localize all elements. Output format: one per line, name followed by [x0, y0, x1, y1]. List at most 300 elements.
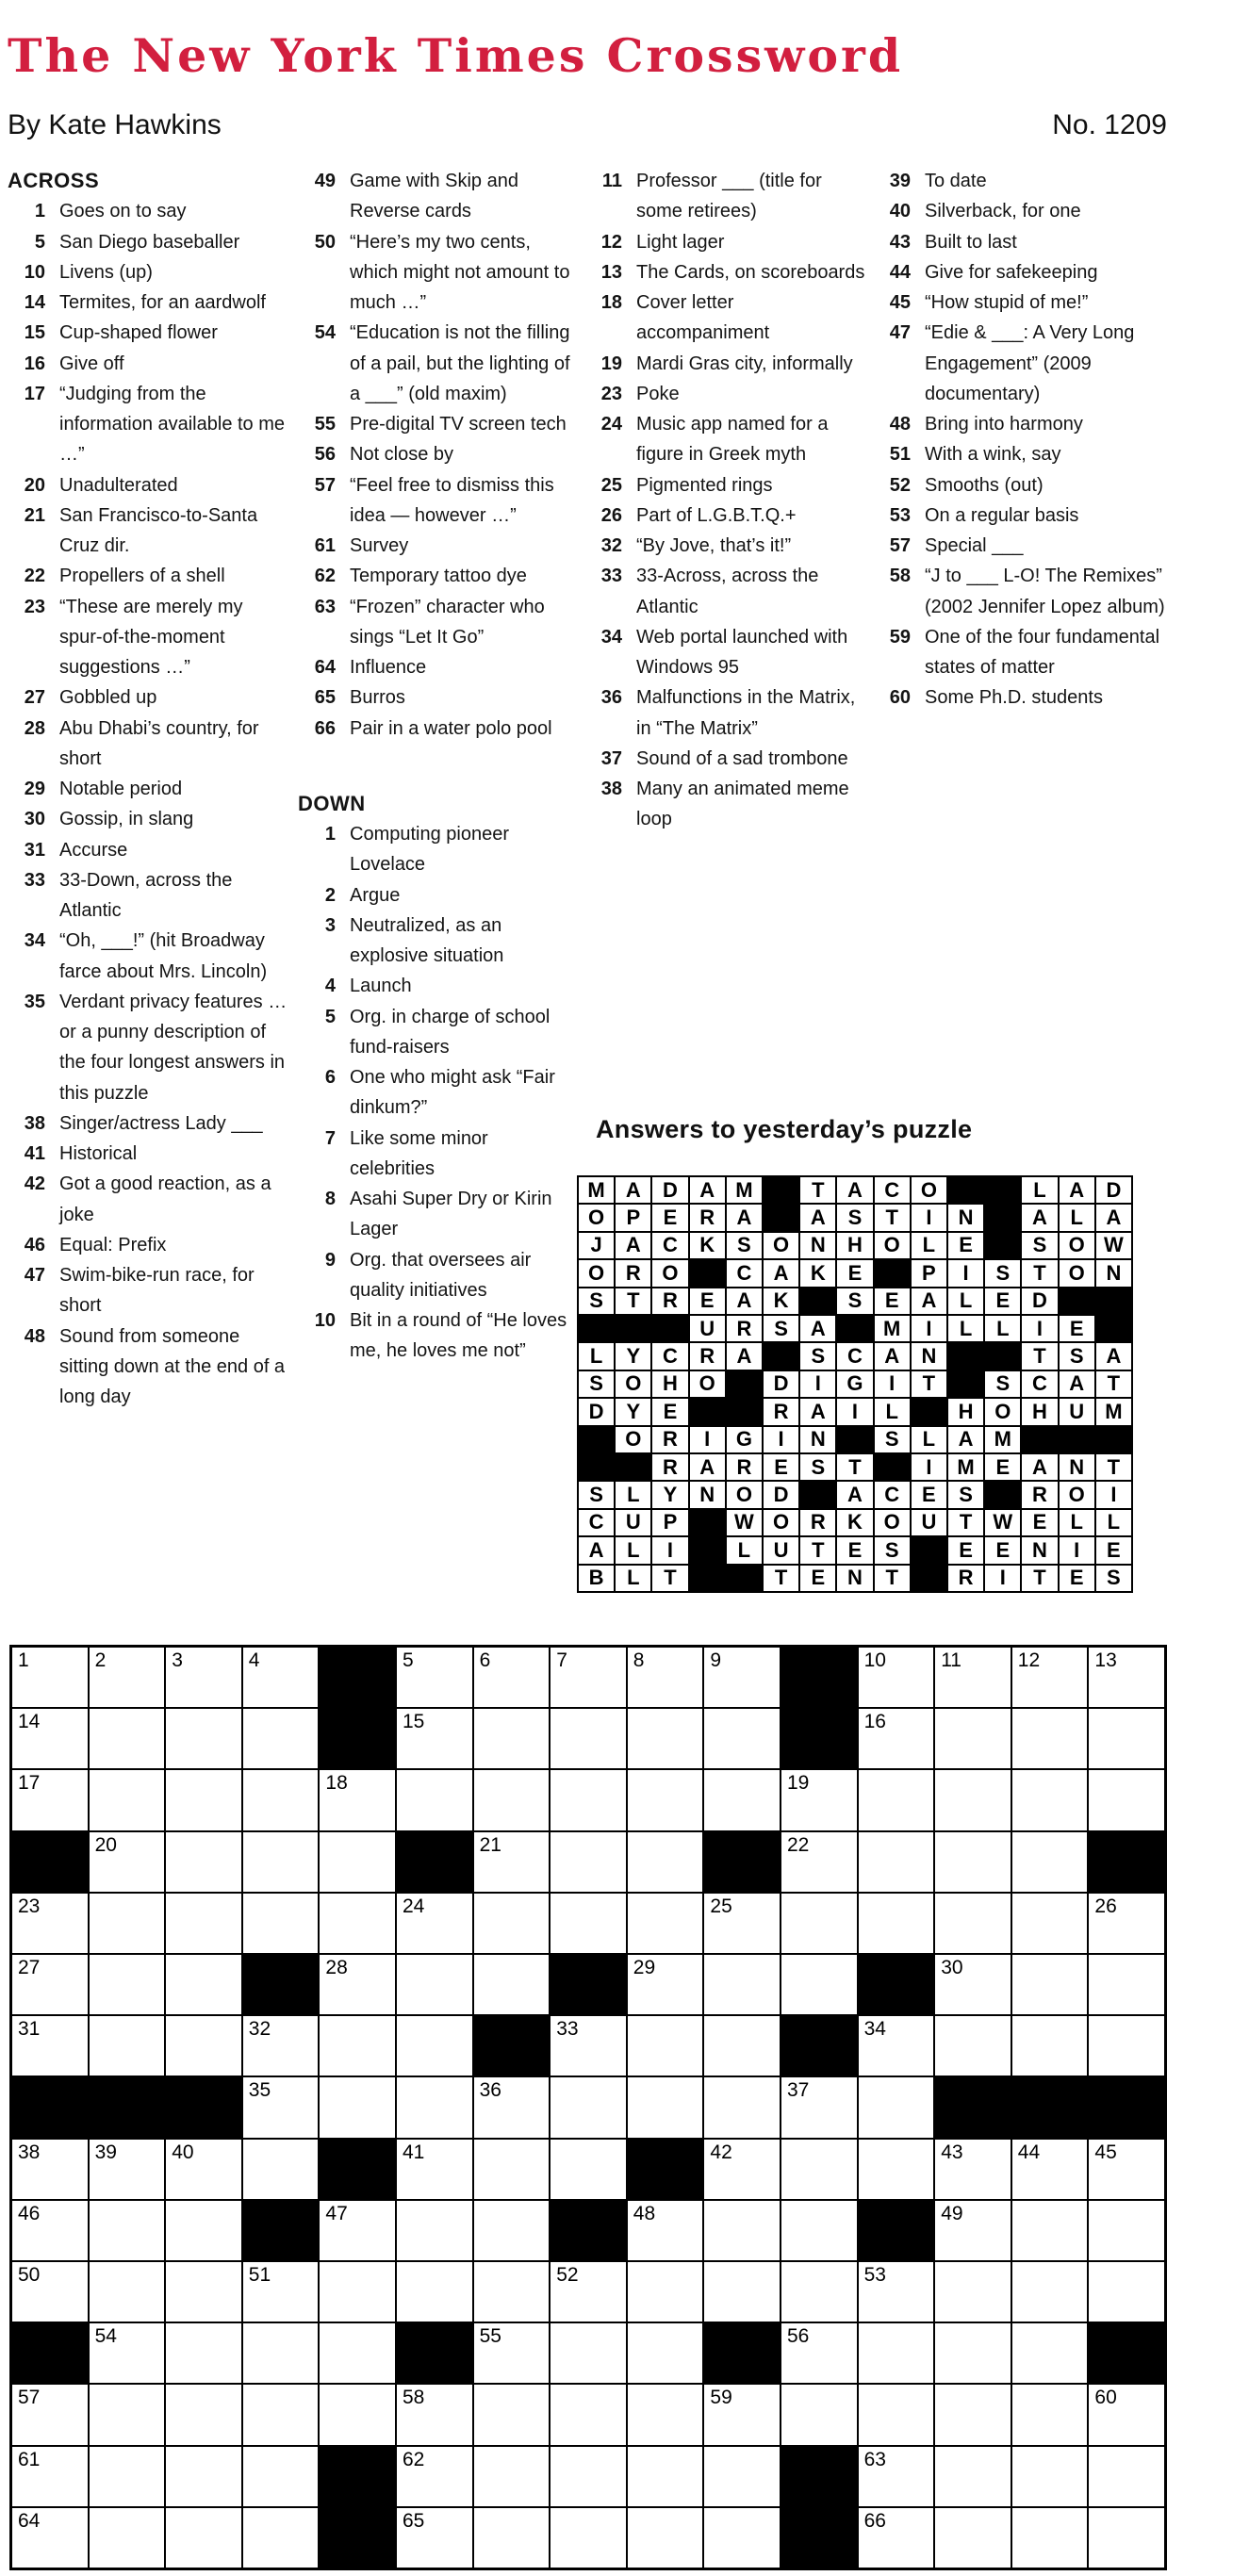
clue: [873, 500, 1167, 531]
grid-cell[interactable]: [474, 1955, 550, 2014]
grid-cell[interactable]: [320, 2385, 395, 2444]
grid-cell[interactable]: [628, 2201, 703, 2260]
answer-letter-cell: R: [727, 1454, 762, 1480]
grid-cell[interactable]: [628, 1709, 703, 1768]
grid-cell[interactable]: [628, 1955, 703, 2014]
answer-letter-cell: E: [1096, 1537, 1131, 1563]
answer-letter-cell: W: [1096, 1233, 1131, 1258]
grid-cell[interactable]: [859, 1832, 934, 1892]
answer-letter-cell: A: [875, 1343, 910, 1369]
grid-cell[interactable]: [243, 2385, 319, 2444]
grid-cell[interactable]: [397, 2201, 472, 2260]
grid-cell[interactable]: [1089, 2262, 1164, 2322]
grid-cell[interactable]: [320, 2323, 395, 2383]
grid-cell[interactable]: [781, 1770, 857, 1829]
grid-cell[interactable]: [781, 2323, 857, 2383]
cell-number: 54: [94, 2325, 117, 2348]
grid-cell[interactable]: [704, 2508, 780, 2568]
answer-letter-cell: A: [1022, 1205, 1057, 1230]
grid-cell[interactable]: [90, 1770, 165, 1829]
grid-black-cell: [781, 1709, 857, 1768]
answer-letter-cell: I: [1096, 1482, 1131, 1507]
grid-cell[interactable]: [859, 2385, 934, 2444]
clue: [873, 622, 1167, 683]
grid-black-cell: [320, 2447, 395, 2506]
grid-cell[interactable]: [166, 2016, 241, 2076]
answer-letter-cell: E: [985, 1537, 1020, 1563]
clue-number: 10: [24, 261, 45, 283]
clue: [8, 1321, 290, 1413]
grid-cell[interactable]: [551, 2140, 626, 2199]
clue-number: 34: [600, 626, 622, 648]
grid-cell[interactable]: [935, 2016, 1011, 2076]
cell-number: 18: [325, 1772, 348, 1795]
cell-number: 47: [325, 2202, 348, 2224]
grid-cell[interactable]: [243, 1832, 319, 1892]
grid-cell[interactable]: [935, 1832, 1011, 1892]
grid-cell[interactable]: [1012, 2323, 1088, 2383]
grid-cell[interactable]: [166, 2447, 241, 2506]
answer-letter-cell: O: [652, 1260, 687, 1286]
answer-letter-cell: R: [800, 1510, 835, 1535]
grid-cell[interactable]: [859, 2508, 934, 2568]
grid-cell[interactable]: [12, 2016, 88, 2076]
clue-number: 33: [24, 869, 45, 891]
grid-cell[interactable]: [12, 1955, 88, 2014]
grid-cell[interactable]: [1012, 2262, 1088, 2322]
grid-cell[interactable]: [243, 1709, 319, 1768]
clue-text: The Cards, on scoreboards: [636, 261, 865, 283]
grid-cell[interactable]: [397, 2508, 472, 2568]
answer-letter-cell: M: [1096, 1399, 1131, 1424]
grid-cell[interactable]: [397, 1709, 472, 1768]
answer-letter-cell: R: [727, 1316, 762, 1341]
answer-letter-cell: P: [912, 1260, 946, 1286]
answer-letter-cell: K: [800, 1260, 835, 1286]
grid-cell[interactable]: [859, 2447, 934, 2506]
grid-cell[interactable]: [397, 2262, 472, 2322]
grid-cell[interactable]: [12, 2262, 88, 2322]
cell-number: 53: [863, 2264, 886, 2286]
grid-cell[interactable]: [628, 1894, 703, 1953]
grid-cell[interactable]: [704, 2077, 780, 2137]
grid-black-cell: [1012, 2077, 1088, 2137]
grid-cell[interactable]: [474, 1894, 550, 1953]
grid-black-cell: [1089, 2323, 1164, 2383]
grid-cell[interactable]: [781, 2077, 857, 2137]
grid-cell[interactable]: [166, 1832, 241, 1892]
clue-number: 13: [600, 261, 622, 283]
grid-cell[interactable]: [781, 1894, 857, 1953]
grid-cell[interactable]: [551, 1709, 626, 1768]
answer-letter-cell: O: [1060, 1482, 1094, 1507]
grid-cell[interactable]: [859, 2140, 934, 2199]
grid-cell[interactable]: [12, 2385, 88, 2444]
answer-letter-cell: H: [837, 1233, 872, 1258]
grid-cell[interactable]: [704, 2447, 780, 2506]
grid-cell[interactable]: [628, 2447, 703, 2506]
grid-cell[interactable]: [859, 2077, 934, 2137]
grid-cell[interactable]: [90, 2262, 165, 2322]
grid-cell[interactable]: [474, 1770, 550, 1829]
grid-cell[interactable]: [320, 1770, 395, 1829]
grid-cell[interactable]: [704, 1894, 780, 1953]
answer-letter-cell: L: [912, 1427, 946, 1452]
grid-black-cell: [781, 2447, 857, 2506]
grid-cell[interactable]: [704, 1955, 780, 2014]
grid-cell[interactable]: [628, 2323, 703, 2383]
answer-letter-cell: O: [764, 1233, 798, 1258]
grid-cell[interactable]: [320, 2016, 395, 2076]
grid-cell[interactable]: [90, 1832, 165, 1892]
grid-cell[interactable]: [12, 1648, 88, 1707]
grid-cell[interactable]: [935, 1955, 1011, 2014]
clue: [873, 531, 1167, 561]
answer-letter-cell: A: [1096, 1343, 1131, 1369]
grid-cell[interactable]: [12, 2447, 88, 2506]
grid-cell[interactable]: [551, 2016, 626, 2076]
clue-number: 10: [314, 1310, 336, 1331]
grid-cell[interactable]: [704, 2201, 780, 2260]
grid-cell[interactable]: [243, 1894, 319, 1953]
grid-cell[interactable]: [704, 2385, 780, 2444]
cell-number: 43: [941, 2141, 963, 2163]
grid-cell[interactable]: [935, 1648, 1011, 1707]
grid-black-cell: [397, 1832, 472, 1892]
grid-cell[interactable]: [166, 1894, 241, 1953]
grid-cell[interactable]: [781, 1832, 857, 1892]
answer-letter-cell: E: [837, 1537, 872, 1563]
clue: [8, 804, 290, 834]
grid-cell[interactable]: [1012, 2140, 1088, 2199]
grid-cell[interactable]: [628, 2262, 703, 2322]
clue-number: 57: [314, 474, 336, 496]
grid-cell[interactable]: [1089, 2508, 1164, 2568]
grid-cell[interactable]: [859, 2016, 934, 2076]
grid-cell[interactable]: [90, 2508, 165, 2568]
grid-cell[interactable]: [474, 1709, 550, 1768]
grid-cell[interactable]: [551, 2447, 626, 2506]
clue-number: 66: [314, 717, 336, 739]
grid-cell[interactable]: [320, 1894, 395, 1953]
clue-number: 42: [24, 1173, 45, 1195]
grid-cell[interactable]: [474, 2140, 550, 2199]
grid-cell[interactable]: [90, 1955, 165, 2014]
grid-cell[interactable]: [474, 2508, 550, 2568]
grid-cell[interactable]: [320, 1955, 395, 2014]
answer-letter-cell: L: [579, 1343, 614, 1369]
grid-cell[interactable]: [935, 1894, 1011, 1953]
cell-number: 7: [556, 1649, 567, 1671]
grid-cell[interactable]: [859, 1894, 934, 1953]
grid-cell[interactable]: [1089, 2447, 1164, 2506]
grid-cell[interactable]: [474, 1648, 550, 1707]
grid-cell[interactable]: [935, 1709, 1011, 1768]
grid-cell[interactable]: [859, 2323, 934, 2383]
answer-letter-cell: A: [837, 1482, 872, 1507]
clue-text: Equal: Prefix: [59, 1234, 167, 1255]
grid-cell[interactable]: [935, 2508, 1011, 2568]
grid-cell[interactable]: [12, 2201, 88, 2260]
grid-cell[interactable]: [781, 2385, 857, 2444]
answer-black-cell: [616, 1316, 650, 1341]
answer-black-cell: [1096, 1288, 1131, 1314]
grid-cell[interactable]: [935, 2201, 1011, 2260]
grid-cell[interactable]: [781, 2201, 857, 2260]
grid-cell[interactable]: [859, 1709, 934, 1768]
grid-cell[interactable]: [859, 1770, 934, 1829]
cell-number: 24: [402, 1895, 425, 1917]
grid-black-cell: [12, 1832, 88, 1892]
clue: [584, 257, 865, 287]
grid-cell[interactable]: [1012, 1832, 1088, 1892]
grid-cell[interactable]: [320, 1832, 395, 1892]
clue-number: 59: [889, 626, 911, 648]
grid-cell[interactable]: [628, 2385, 703, 2444]
answer-letter-cell: R: [652, 1454, 687, 1480]
grid-cell[interactable]: [474, 2447, 550, 2506]
grid-cell[interactable]: [1089, 2201, 1164, 2260]
grid-cell[interactable]: [935, 2262, 1011, 2322]
grid-cell[interactable]: [859, 1648, 934, 1707]
grid-cell[interactable]: [243, 2262, 319, 2322]
grid-cell[interactable]: [628, 1832, 703, 1892]
grid-cell[interactable]: [166, 1770, 241, 1829]
grid-cell[interactable]: [628, 2016, 703, 2076]
answer-letter-cell: S: [764, 1316, 798, 1341]
grid-cell[interactable]: [397, 2016, 472, 2076]
grid-cell[interactable]: [474, 1832, 550, 1892]
grid-cell[interactable]: [243, 1770, 319, 1829]
clue-text: “J to ___ L-O! The Remixes” (2002 Jennifer Lopez album): [925, 566, 1165, 617]
grid-cell[interactable]: [397, 2077, 472, 2137]
grid-cell[interactable]: [551, 2385, 626, 2444]
grid-cell[interactable]: [90, 1894, 165, 1953]
grid-cell[interactable]: [397, 1955, 472, 2014]
grid-cell[interactable]: [90, 2140, 165, 2199]
clue: [298, 470, 577, 532]
answer-letter-cell: A: [1060, 1177, 1094, 1203]
cell-number: 6: [479, 1649, 491, 1671]
answer-letter-cell: S: [985, 1260, 1020, 1286]
grid-cell[interactable]: [12, 1894, 88, 1953]
grid-cell[interactable]: [781, 1955, 857, 2014]
grid-cell[interactable]: [859, 2262, 934, 2322]
clue: [8, 379, 290, 470]
grid-cell[interactable]: [1012, 1648, 1088, 1707]
grid-cell[interactable]: [243, 2447, 319, 2506]
grid-cell[interactable]: [1089, 1709, 1164, 1768]
grid-cell[interactable]: [551, 1832, 626, 1892]
grid-cell[interactable]: [474, 2323, 550, 2383]
grid-cell[interactable]: [704, 1648, 780, 1707]
grid-cell[interactable]: [397, 1648, 472, 1707]
grid-cell[interactable]: [704, 2016, 780, 2076]
grid-cell[interactable]: [397, 2385, 472, 2444]
grid-cell[interactable]: [1089, 2385, 1164, 2444]
grid-cell[interactable]: [243, 2016, 319, 2076]
grid-black-cell: [320, 2140, 395, 2199]
grid-cell[interactable]: [90, 2016, 165, 2076]
grid-cell[interactable]: [628, 1770, 703, 1829]
grid-cell[interactable]: [166, 2201, 241, 2260]
grid-cell[interactable]: [320, 2262, 395, 2322]
grid-cell[interactable]: [90, 2201, 165, 2260]
answer-letter-cell: N: [837, 1566, 872, 1591]
clue: [298, 409, 577, 439]
answer-letter-cell: A: [912, 1288, 946, 1314]
clue-number: 33: [600, 566, 622, 587]
grid-cell[interactable]: [166, 2262, 241, 2322]
grid-cell[interactable]: [935, 2447, 1011, 2506]
grid-cell[interactable]: [1089, 1770, 1164, 1829]
answer-black-cell: [616, 1454, 650, 1480]
cell-number: 21: [479, 1833, 501, 1856]
clue-text: “These are merely my spur-of-the-moment suggestions …”: [59, 596, 243, 678]
clue-text: “Judging from the information available to me …”: [59, 383, 286, 466]
grid-cell[interactable]: [166, 2140, 241, 2199]
grid-cell[interactable]: [320, 2201, 395, 2260]
grid-cell[interactable]: [551, 2323, 626, 2383]
grid-cell[interactable]: [243, 2140, 319, 2199]
grid-cell[interactable]: [397, 1770, 472, 1829]
grid-cell[interactable]: [12, 1709, 88, 1768]
answer-black-cell: [764, 1205, 798, 1230]
grid-cell[interactable]: [90, 1709, 165, 1768]
grid-cell[interactable]: [1089, 1648, 1164, 1707]
grid-cell[interactable]: [474, 2262, 550, 2322]
grid-cell[interactable]: [935, 1770, 1011, 1829]
grid-cell[interactable]: [12, 2140, 88, 2199]
grid-cell[interactable]: [1012, 1709, 1088, 1768]
grid-cell[interactable]: [397, 1894, 472, 1953]
grid-cell[interactable]: [243, 1648, 319, 1707]
grid-cell[interactable]: [243, 2508, 319, 2568]
cell-number: 33: [556, 2018, 579, 2041]
cell-number: 60: [1094, 2387, 1117, 2409]
clue-text: Some Ph.D. students: [925, 687, 1103, 709]
grid-cell[interactable]: [474, 2077, 550, 2137]
answer-letter-cell: W: [727, 1510, 762, 1535]
grid-cell[interactable]: [1089, 1955, 1164, 2014]
grid-cell[interactable]: [397, 2140, 472, 2199]
clue: [873, 409, 1167, 439]
clue-column-across-down: [298, 166, 577, 1367]
grid-cell[interactable]: [628, 2077, 703, 2137]
grid-cell[interactable]: [551, 1894, 626, 1953]
grid-cell[interactable]: [551, 1770, 626, 1829]
answer-letter-cell: C: [652, 1233, 687, 1258]
grid-cell[interactable]: [935, 2323, 1011, 2383]
clue: [298, 1184, 577, 1245]
grid-cell[interactable]: [1012, 2385, 1088, 2444]
grid-cell[interactable]: [781, 2262, 857, 2322]
grid-cell[interactable]: [166, 2323, 241, 2383]
grid-cell[interactable]: [1012, 1955, 1088, 2014]
answer-letter-cell: L: [727, 1537, 762, 1563]
answer-letter-cell: R: [690, 1343, 725, 1369]
grid-cell[interactable]: [90, 2447, 165, 2506]
answer-letter-cell: E: [985, 1288, 1020, 1314]
grid-cell[interactable]: [474, 2201, 550, 2260]
clue: [298, 682, 577, 713]
grid-cell[interactable]: [1012, 2201, 1088, 2260]
grid-cell[interactable]: [704, 1709, 780, 1768]
answer-letter-cell: E: [1060, 1316, 1094, 1341]
grid-cell[interactable]: [1012, 2447, 1088, 2506]
clue-number: 46: [24, 1234, 45, 1255]
grid-cell[interactable]: [243, 2323, 319, 2383]
grid-cell[interactable]: [551, 2077, 626, 2137]
clue-number: 44: [889, 261, 911, 283]
grid-cell[interactable]: [12, 1770, 88, 1829]
grid-cell[interactable]: [1089, 1894, 1164, 1953]
grid-cell[interactable]: [628, 1648, 703, 1707]
answer-letter-cell: T: [1022, 1343, 1057, 1369]
grid-cell[interactable]: [166, 2508, 241, 2568]
grid-cell[interactable]: [243, 2077, 319, 2137]
clue: [8, 257, 290, 287]
clue-number: 18: [600, 292, 622, 313]
grid-cell[interactable]: [12, 2508, 88, 2568]
grid-cell[interactable]: [704, 2262, 780, 2322]
grid-cell[interactable]: [1089, 2016, 1164, 2076]
grid-cell[interactable]: [90, 2323, 165, 2383]
cell-number: 63: [863, 2448, 886, 2470]
grid-cell[interactable]: [628, 2508, 703, 2568]
down-label: DOWN: [298, 791, 366, 815]
grid-cell[interactable]: [90, 1648, 165, 1707]
grid-cell[interactable]: [166, 1955, 241, 2014]
grid-cell[interactable]: [90, 2385, 165, 2444]
clue-number: 37: [600, 747, 622, 769]
grid-cell[interactable]: [166, 1648, 241, 1707]
answer-letter-cell: A: [800, 1205, 835, 1230]
answer-black-cell: [690, 1566, 725, 1591]
grid-cell[interactable]: [474, 2385, 550, 2444]
answer-letter-cell: I: [912, 1205, 946, 1230]
grid-cell[interactable]: [1012, 1770, 1088, 1829]
clue-text: Bit in a round of “He loves me, he loves me not”: [350, 1310, 567, 1362]
grid-cell[interactable]: [320, 2077, 395, 2137]
clue: [8, 561, 290, 591]
clue-number: 31: [24, 839, 45, 861]
grid-cell[interactable]: [551, 2262, 626, 2322]
grid-cell[interactable]: [551, 1648, 626, 1707]
clue-number: 38: [600, 779, 622, 799]
grid-cell[interactable]: [704, 1770, 780, 1829]
grid-cell[interactable]: [935, 2140, 1011, 2199]
clue-number: 58: [889, 566, 911, 587]
grid-cell[interactable]: [781, 2140, 857, 2199]
clue-number: 60: [889, 687, 911, 709]
answer-letter-cell: U: [1060, 1399, 1094, 1424]
grid-cell[interactable]: [551, 2508, 626, 2568]
grid-cell[interactable]: [1089, 2140, 1164, 2199]
grid-cell[interactable]: [1012, 2508, 1088, 2568]
grid-cell[interactable]: [1012, 1894, 1088, 1953]
grid-cell[interactable]: [397, 2447, 472, 2506]
grid-cell[interactable]: [704, 2140, 780, 2199]
grid-cell[interactable]: [166, 2385, 241, 2444]
clue: [298, 561, 577, 591]
answer-black-cell: [837, 1427, 872, 1452]
grid-cell[interactable]: [935, 2385, 1011, 2444]
grid-cell[interactable]: [1012, 2016, 1088, 2076]
answer-letter-cell: O: [727, 1482, 762, 1507]
answer-letter-cell: O: [579, 1260, 614, 1286]
grid-cell[interactable]: [166, 1709, 241, 1768]
